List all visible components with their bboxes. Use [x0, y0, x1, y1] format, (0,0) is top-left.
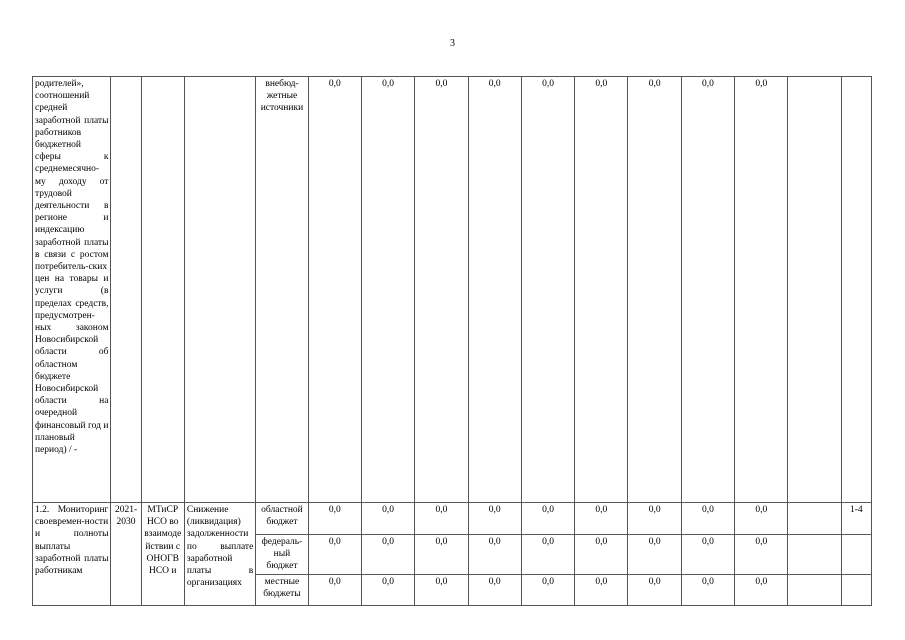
page-number: 3	[450, 38, 455, 49]
measure-description: родителей», соотношений средней заработной платы работников бюджетной сферы к среднемесячно-му доходу от трудовой деятельности в регионе и индексацию заработной платы в связи с ростом потребитель-ских цен на товары и услуги (в пределах средств, предусмотрен-ных законом Новосибирской области об областном бюджете Новосибирской области на очередной финансовый год и плановый период) / -	[33, 77, 111, 503]
value-cell: 0,0	[361, 77, 414, 503]
value-cell: 0,0	[361, 503, 414, 535]
value-cell: 0,0	[575, 574, 628, 605]
value-cell: 0,0	[521, 503, 574, 535]
target-ref-cell	[841, 77, 871, 503]
value-cell: 0,0	[735, 503, 788, 535]
funding-source: местные бюджеты	[256, 574, 308, 605]
funding-source: федераль-ный бюджет	[256, 535, 308, 575]
value-cell: 0,0	[308, 535, 361, 575]
executor-cell	[141, 77, 184, 503]
value-cell: 0,0	[628, 535, 681, 575]
value-cell: 0,0	[468, 77, 521, 503]
value-cell	[788, 574, 841, 605]
value-cell: 0,0	[628, 77, 681, 503]
measure-description: 1.2. Мониторинг своевремен-ности и полноты выплаты заработной платы работникам	[33, 503, 111, 606]
value-cell: 0,0	[521, 574, 574, 605]
value-cell: 0,0	[681, 503, 734, 535]
value-cell: 0,0	[575, 503, 628, 535]
value-cell: 0,0	[308, 77, 361, 503]
value-cell: 0,0	[415, 574, 468, 605]
value-cell: 0,0	[681, 535, 734, 575]
period-cell	[111, 77, 141, 503]
value-cell	[788, 535, 841, 575]
value-cell: 0,0	[521, 535, 574, 575]
value-cell: 0,0	[628, 503, 681, 535]
value-cell: 0,0	[415, 77, 468, 503]
target-ref-cell	[841, 574, 871, 605]
table-row	[33, 503, 872, 535]
value-cell: 0,0	[735, 77, 788, 503]
value-cell: 0,0	[415, 535, 468, 575]
funding-source: областной бюджет	[256, 503, 308, 535]
value-cell: 0,0	[468, 503, 521, 535]
value-cell: 0,0	[681, 574, 734, 605]
result-cell: Снижение (ликвидация) задолженности по выплате заработной платы в организациях	[184, 503, 255, 606]
value-cell: 0,0	[735, 574, 788, 605]
period-cell: 2021-2030	[111, 503, 141, 606]
value-cell	[788, 77, 841, 503]
value-cell: 0,0	[575, 535, 628, 575]
value-cell: 0,0	[521, 77, 574, 503]
table-row	[33, 77, 872, 503]
value-cell	[788, 503, 841, 535]
value-cell: 0,0	[735, 535, 788, 575]
executor-cell: МТиСР НСО во взаимоде йствии с ОНОГВ НСО и	[141, 503, 184, 606]
target-ref-cell	[841, 535, 871, 575]
value-cell: 0,0	[575, 77, 628, 503]
value-cell: 0,0	[308, 574, 361, 605]
value-cell: 0,0	[361, 574, 414, 605]
budget-table	[32, 76, 872, 606]
target-ref-cell: 1-4	[841, 503, 871, 535]
funding-source: внебюд-жетные источники	[256, 77, 308, 503]
value-cell: 0,0	[468, 574, 521, 605]
value-cell: 0,0	[681, 77, 734, 503]
value-cell: 0,0	[628, 574, 681, 605]
value-cell: 0,0	[361, 535, 414, 575]
value-cell: 0,0	[308, 503, 361, 535]
value-cell: 0,0	[468, 535, 521, 575]
result-cell	[184, 77, 255, 503]
value-cell: 0,0	[415, 503, 468, 535]
